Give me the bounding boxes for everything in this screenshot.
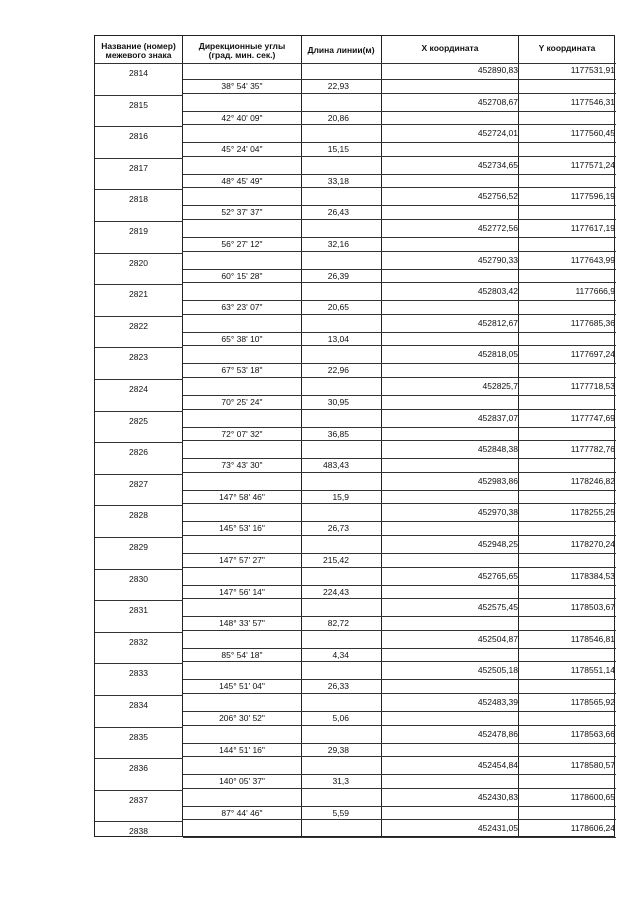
row-divider — [95, 126, 183, 127]
line-length: 26,39 — [327, 270, 349, 281]
point-name: 2826 — [129, 447, 148, 458]
x-coordinate: 452765,65 — [477, 570, 518, 581]
y-coordinate: 1177596,19 — [570, 191, 615, 202]
row-divider — [95, 569, 183, 570]
row-divider — [95, 537, 183, 538]
x-coordinate: 452724,01 — [477, 128, 518, 139]
row-divider — [183, 503, 616, 504]
point-name: 2828 — [129, 510, 148, 521]
row-divider — [95, 347, 183, 348]
y-coordinate: 1177571,24 — [570, 159, 615, 170]
row-divider — [183, 332, 616, 333]
point-name: 2819 — [129, 226, 148, 236]
x-coordinate: 452431,05 — [477, 823, 518, 834]
row-divider — [95, 95, 183, 96]
line-length: 483,43 — [323, 460, 349, 471]
point-name: 2823 — [129, 352, 148, 363]
direction-angle: 73° 43' 30" — [221, 460, 263, 471]
row-divider — [95, 442, 183, 443]
row-divider — [183, 300, 616, 301]
point-name: 2836 — [129, 763, 148, 774]
line-length: 32,16 — [327, 239, 349, 249]
row-divider — [183, 458, 616, 459]
y-coordinate: 1177546,31 — [570, 96, 615, 107]
direction-angle: 65° 38' 10" — [221, 333, 263, 344]
row-divider — [95, 284, 183, 285]
point-name: 2820 — [129, 257, 148, 268]
row-divider — [95, 379, 183, 380]
x-coordinate: 452756,52 — [477, 191, 518, 202]
point-name: 2829 — [129, 542, 148, 552]
y-coordinate: 1177685,36 — [570, 317, 615, 328]
row-divider — [183, 187, 616, 188]
line-length: 13,04 — [327, 333, 349, 344]
y-coordinate: 1178270,24 — [570, 539, 615, 549]
direction-angle: 144° 51' 16" — [219, 744, 265, 755]
row-divider — [183, 345, 616, 346]
y-coordinate: 1177617,19 — [570, 223, 615, 233]
direction-angle: 147° 56' 14" — [219, 586, 265, 597]
row-divider — [95, 600, 183, 601]
row-divider — [183, 567, 616, 568]
row-divider — [95, 316, 183, 317]
line-length: 15,9 — [332, 491, 349, 502]
row-divider — [95, 189, 183, 190]
row-divider — [183, 711, 616, 712]
row-divider — [183, 237, 616, 238]
y-coordinate: 1178546,81 — [570, 633, 615, 644]
row-divider — [183, 409, 616, 410]
row-divider — [183, 440, 616, 441]
direction-angle: 206° 30' 52" — [219, 713, 265, 723]
x-coordinate: 452812,67 — [477, 317, 518, 328]
y-coordinate: 1178246,82 — [570, 475, 615, 486]
row-divider — [183, 774, 616, 775]
row-divider — [183, 111, 616, 112]
direction-angle: 63° 23' 07" — [221, 302, 263, 313]
point-name: 2838 — [129, 826, 148, 837]
point-name: 2814 — [129, 68, 148, 78]
y-coordinate: 1177560,45 — [570, 128, 615, 139]
x-coordinate: 452772,56 — [477, 223, 518, 233]
y-coordinate: 1178384,53 — [570, 570, 615, 581]
y-coordinate: 1178503,67 — [570, 602, 615, 613]
row-divider — [183, 585, 616, 586]
x-coordinate: 452478,86 — [477, 728, 518, 739]
point-name: 2833 — [129, 668, 148, 679]
y-coordinate: 1177718,53 — [570, 381, 615, 391]
row-divider — [183, 269, 616, 270]
x-coordinate: 452734,65 — [477, 159, 518, 170]
x-coordinate: 452983,86 — [477, 475, 518, 486]
header-x: X координата — [421, 43, 479, 53]
header-length: Длина линии(м) — [307, 45, 375, 55]
point-name: 2817 — [129, 162, 148, 173]
row-divider — [183, 819, 616, 820]
row-divider — [183, 490, 616, 491]
row-divider — [95, 474, 183, 475]
direction-angle: 147° 57' 27" — [219, 555, 265, 565]
row-divider — [183, 282, 616, 283]
line-length: 5,59 — [332, 807, 349, 818]
x-coordinate: 452483,39 — [477, 697, 518, 707]
x-coordinate: 452948,25 — [477, 539, 518, 549]
point-name: 2818 — [129, 194, 148, 205]
coordinates-table — [94, 35, 615, 837]
line-length: 26,73 — [327, 523, 349, 534]
point-name: 2834 — [129, 700, 148, 710]
row-divider — [95, 221, 183, 222]
x-coordinate: 452848,38 — [477, 444, 518, 455]
row-divider — [183, 472, 616, 473]
row-divider — [95, 727, 183, 728]
row-divider — [183, 725, 616, 726]
line-length: 15,15 — [327, 144, 349, 155]
row-divider — [183, 693, 616, 694]
direction-angle: 72° 07' 32" — [221, 428, 263, 439]
direction-angle: 85° 54' 18" — [221, 649, 263, 660]
line-length: 5,06 — [332, 713, 349, 723]
row-divider — [183, 124, 616, 125]
point-name: 2816 — [129, 131, 148, 142]
header-angle: Дирекционные углы (град. мин. сек.) — [198, 41, 286, 60]
y-coordinate: 1177747,69 — [570, 412, 615, 423]
direction-angle: 42° 40' 09" — [221, 112, 263, 123]
row-divider — [95, 158, 183, 159]
x-coordinate: 452970,38 — [477, 507, 518, 518]
row-divider — [95, 63, 616, 64]
row-divider — [95, 821, 183, 822]
direction-angle: 38° 54' 35" — [221, 81, 263, 91]
row-divider — [183, 661, 616, 662]
header-y: Y координата — [538, 43, 596, 53]
direction-angle: 52° 37' 37" — [221, 207, 263, 218]
row-divider — [183, 553, 616, 554]
row-divider — [183, 314, 616, 315]
row-divider — [95, 663, 183, 664]
direction-angle: 148° 33' 57" — [219, 618, 265, 629]
header-name: Название (номер) межевого знака — [101, 41, 176, 60]
row-divider — [95, 411, 183, 412]
y-coordinate: 1178255,25 — [570, 507, 615, 518]
row-divider — [183, 205, 616, 206]
point-name: 2824 — [129, 384, 148, 394]
line-length: 33,18 — [327, 175, 349, 186]
point-name: 2821 — [129, 289, 148, 300]
line-length: 82,72 — [327, 618, 349, 629]
direction-angle: 67° 53' 18" — [221, 365, 263, 376]
line-length: 22,96 — [327, 365, 349, 376]
direction-angle: 140° 05' 37" — [219, 776, 265, 787]
direction-angle: 60° 15' 28" — [221, 270, 263, 281]
line-length: 20,65 — [327, 302, 349, 313]
row-divider — [183, 377, 616, 378]
point-name: 2822 — [129, 320, 148, 331]
row-divider — [183, 648, 616, 649]
row-divider — [183, 395, 616, 396]
row-divider — [95, 253, 183, 254]
line-length: 20,86 — [327, 112, 349, 123]
row-divider — [183, 251, 616, 252]
point-name: 2837 — [129, 794, 148, 805]
direction-angle: 145° 51' 04" — [219, 681, 265, 692]
row-divider — [183, 219, 616, 220]
x-coordinate: 452890,83 — [477, 65, 518, 75]
point-name: 2827 — [129, 478, 148, 489]
row-divider — [95, 758, 183, 759]
row-divider — [183, 427, 616, 428]
direction-angle: 147° 58' 46" — [219, 491, 265, 502]
row-divider — [183, 521, 616, 522]
line-length: 22,93 — [327, 81, 349, 91]
row-divider — [183, 174, 616, 175]
line-length: 36,85 — [327, 428, 349, 439]
y-coordinate: 1178551,14 — [570, 665, 615, 676]
x-coordinate: 452430,83 — [477, 791, 518, 802]
line-length: 29,38 — [327, 744, 349, 755]
x-coordinate: 452708,67 — [477, 96, 518, 107]
point-name: 2832 — [129, 636, 148, 647]
y-coordinate: 1178606,24 — [570, 823, 615, 834]
line-length: 31,3 — [332, 776, 349, 787]
line-length: 26,33 — [327, 681, 349, 692]
line-length: 215,42 — [323, 555, 349, 565]
x-coordinate: 452825,7 — [482, 381, 518, 391]
point-name: 2830 — [129, 573, 148, 584]
direction-angle: 87° 44' 46" — [221, 807, 263, 818]
row-divider — [183, 598, 616, 599]
row-divider — [183, 788, 616, 789]
y-coordinate: 1177782,76 — [570, 444, 615, 455]
row-divider — [95, 632, 183, 633]
row-divider — [183, 142, 616, 143]
row-divider — [183, 363, 616, 364]
row-divider — [183, 535, 616, 536]
row-divider — [95, 505, 183, 506]
row-divider — [183, 756, 616, 757]
point-name: 2815 — [129, 99, 148, 110]
x-coordinate: 452790,33 — [477, 254, 518, 265]
x-coordinate: 452575,45 — [477, 602, 518, 613]
line-length: 4,34 — [332, 649, 349, 660]
row-divider — [95, 695, 183, 696]
direction-angle: 56° 27' 12" — [221, 239, 263, 249]
x-coordinate: 452454,84 — [477, 760, 518, 771]
row-divider — [183, 630, 616, 631]
direction-angle: 45° 24' 04" — [221, 144, 263, 155]
row-divider — [183, 806, 616, 807]
point-name: 2831 — [129, 605, 148, 616]
line-length: 224,43 — [323, 586, 349, 597]
y-coordinate: 1177697,24 — [570, 349, 615, 360]
x-coordinate: 452803,42 — [477, 286, 518, 297]
direction-angle: 48° 45' 49" — [221, 175, 263, 186]
x-coordinate: 452818,05 — [477, 349, 518, 360]
y-coordinate: 1178563,66 — [570, 728, 615, 739]
row-divider — [183, 837, 616, 838]
direction-angle: 145° 53' 16" — [219, 523, 265, 534]
x-coordinate: 452504,87 — [477, 633, 518, 644]
row-divider — [183, 679, 616, 680]
row-divider — [183, 79, 616, 80]
point-name: 2825 — [129, 415, 148, 426]
y-coordinate: 1177666,9 — [575, 286, 615, 297]
x-coordinate: 452505,18 — [477, 665, 518, 676]
x-coordinate: 452837,07 — [477, 412, 518, 423]
row-divider — [183, 156, 616, 157]
row-divider — [183, 743, 616, 744]
row-divider — [95, 790, 183, 791]
line-length: 30,95 — [327, 397, 349, 407]
line-length: 26,43 — [327, 207, 349, 218]
y-coordinate: 1178580,57 — [570, 760, 615, 771]
point-name: 2835 — [129, 731, 148, 742]
row-divider — [183, 616, 616, 617]
y-coordinate: 1178600,65 — [570, 791, 615, 802]
row-divider — [183, 93, 616, 94]
direction-angle: 70° 25' 24" — [221, 397, 263, 407]
y-coordinate: 1177531,91 — [570, 65, 615, 75]
y-coordinate: 1178565,92 — [570, 697, 615, 707]
y-coordinate: 1177643,99 — [570, 254, 615, 265]
